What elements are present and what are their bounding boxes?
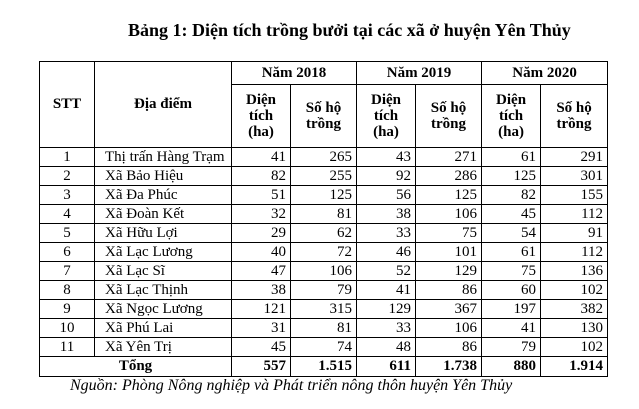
total-area-2020: 880 — [482, 357, 541, 377]
row-area-2020: 41 — [482, 319, 541, 338]
row-area-2018: 31 — [232, 319, 291, 338]
row-area-2020: 75 — [482, 262, 541, 281]
row-households-2020: 130 — [541, 319, 608, 338]
row-area-2018: 47 — [232, 262, 291, 281]
header-year-2019: Năm 2019 — [357, 62, 482, 85]
header-households: Số hộ trồng — [291, 85, 357, 148]
header-households: Số hộ trồng — [416, 85, 482, 148]
row-households-2019: 101 — [416, 243, 482, 262]
row-stt: 3 — [40, 186, 95, 205]
row-stt: 4 — [40, 205, 95, 224]
row-households-2019: 86 — [416, 281, 482, 300]
row-households-2019: 367 — [416, 300, 482, 319]
total-area-2018: 557 — [232, 357, 291, 377]
table-row — [40, 243, 608, 262]
row-place: Xã Lạc Sĩ — [95, 262, 232, 281]
row-area-2020: 79 — [482, 338, 541, 357]
table-row — [40, 300, 608, 319]
row-households-2018: 62 — [291, 224, 357, 243]
row-area-2019: 46 — [357, 243, 416, 262]
row-area-2019: 92 — [357, 167, 416, 186]
row-households-2020: 112 — [541, 205, 608, 224]
row-households-2020: 301 — [541, 167, 608, 186]
row-area-2018: 38 — [232, 281, 291, 300]
row-households-2019: 125 — [416, 186, 482, 205]
row-households-2018: 106 — [291, 262, 357, 281]
table-row — [40, 319, 608, 338]
table-title: Bảng 1: Diện tích trồng bưởi tại các xã ở huyện Yên Thủy — [128, 20, 571, 40]
row-area-2018: 29 — [232, 224, 291, 243]
header-area: Diện tích (ha) — [482, 85, 541, 148]
row-place: Xã Lạc Thịnh — [95, 281, 232, 300]
row-area-2018: 41 — [232, 148, 291, 167]
row-stt: 11 — [40, 338, 95, 357]
row-area-2019: 129 — [357, 300, 416, 319]
row-households-2020: 102 — [541, 338, 608, 357]
row-households-2020: 112 — [541, 243, 608, 262]
row-area-2020: 60 — [482, 281, 541, 300]
header-row-years — [40, 62, 608, 85]
table-row — [40, 148, 608, 167]
row-area-2020: 54 — [482, 224, 541, 243]
total-area-2019: 611 — [357, 357, 416, 377]
total-households-2019: 1.738 — [416, 357, 482, 377]
row-area-2020: 82 — [482, 186, 541, 205]
row-households-2018: 74 — [291, 338, 357, 357]
table-row — [40, 262, 608, 281]
row-stt: 2 — [40, 167, 95, 186]
row-area-2020: 61 — [482, 148, 541, 167]
total-row — [40, 357, 608, 377]
row-area-2018: 51 — [232, 186, 291, 205]
area-table — [39, 61, 608, 377]
row-households-2018: 81 — [291, 319, 357, 338]
row-place: Xã Đa Phúc — [95, 186, 232, 205]
row-place: Xã Bảo Hiệu — [95, 167, 232, 186]
row-place: Thị trấn Hàng Trạm — [95, 148, 232, 167]
row-area-2020: 125 — [482, 167, 541, 186]
row-area-2019: 48 — [357, 338, 416, 357]
total-households-2020: 1.914 — [541, 357, 608, 377]
row-stt: 5 — [40, 224, 95, 243]
row-households-2020: 136 — [541, 262, 608, 281]
row-households-2020: 155 — [541, 186, 608, 205]
row-households-2020: 382 — [541, 300, 608, 319]
row-area-2019: 38 — [357, 205, 416, 224]
row-place: Xã Lạc Lương — [95, 243, 232, 262]
row-households-2019: 106 — [416, 319, 482, 338]
row-households-2019: 106 — [416, 205, 482, 224]
row-households-2018: 125 — [291, 186, 357, 205]
row-stt: 8 — [40, 281, 95, 300]
row-households-2018: 79 — [291, 281, 357, 300]
row-area-2019: 41 — [357, 281, 416, 300]
row-stt: 9 — [40, 300, 95, 319]
row-households-2018: 315 — [291, 300, 357, 319]
header-year-2018: Năm 2018 — [232, 62, 357, 85]
table-row — [40, 281, 608, 300]
row-households-2018: 81 — [291, 205, 357, 224]
row-place: Xã Ngọc Lương — [95, 300, 232, 319]
row-households-2019: 286 — [416, 167, 482, 186]
row-area-2019: 33 — [357, 319, 416, 338]
header-households: Số hộ trồng — [541, 85, 608, 148]
row-households-2019: 271 — [416, 148, 482, 167]
header-stt: STT — [40, 62, 95, 148]
source-note: Nguồn: Phòng Nông nghiệp và Phát triển nông thôn huyện Yên Thủy — [70, 377, 513, 394]
row-place: Xã Phú Lai — [95, 319, 232, 338]
row-area-2020: 197 — [482, 300, 541, 319]
row-households-2020: 102 — [541, 281, 608, 300]
table-body — [40, 148, 608, 357]
table-row — [40, 167, 608, 186]
row-households-2019: 86 — [416, 338, 482, 357]
header-year-2020: Năm 2020 — [482, 62, 608, 85]
row-area-2020: 45 — [482, 205, 541, 224]
table-row — [40, 186, 608, 205]
row-area-2018: 82 — [232, 167, 291, 186]
row-stt: 6 — [40, 243, 95, 262]
row-households-2018: 72 — [291, 243, 357, 262]
table-row — [40, 205, 608, 224]
row-place: Xã Hữu Lợi — [95, 224, 232, 243]
row-households-2018: 265 — [291, 148, 357, 167]
table-row — [40, 338, 608, 357]
row-households-2018: 255 — [291, 167, 357, 186]
total-households-2018: 1.515 — [291, 357, 357, 377]
header-area: Diện tích (ha) — [232, 85, 291, 148]
row-households-2019: 129 — [416, 262, 482, 281]
row-area-2018: 121 — [232, 300, 291, 319]
row-households-2020: 291 — [541, 148, 608, 167]
row-area-2019: 56 — [357, 186, 416, 205]
row-stt: 1 — [40, 148, 95, 167]
row-area-2018: 32 — [232, 205, 291, 224]
table-row — [40, 224, 608, 243]
row-area-2019: 33 — [357, 224, 416, 243]
row-area-2019: 52 — [357, 262, 416, 281]
row-place: Xã Yên Trị — [95, 338, 232, 357]
row-place: Xã Đoàn Kết — [95, 205, 232, 224]
row-area-2019: 43 — [357, 148, 416, 167]
row-area-2018: 40 — [232, 243, 291, 262]
header-place: Địa điểm — [95, 62, 232, 148]
row-area-2020: 61 — [482, 243, 541, 262]
row-area-2018: 45 — [232, 338, 291, 357]
row-households-2020: 91 — [541, 224, 608, 243]
row-households-2019: 75 — [416, 224, 482, 243]
row-stt: 10 — [40, 319, 95, 338]
header-area: Diện tích (ha) — [357, 85, 416, 148]
total-label: Tổng — [40, 357, 232, 377]
row-stt: 7 — [40, 262, 95, 281]
